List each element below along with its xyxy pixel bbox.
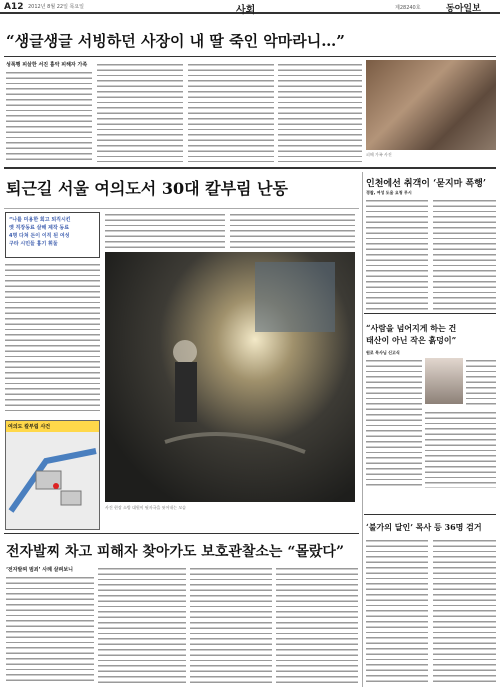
story4-subhead: 원로 목사님 신고식 [366, 350, 400, 355]
story4-headline-line-2: 태산이 아닌 작은 흙덩이” [366, 335, 457, 345]
story2-map [5, 420, 100, 530]
divider [4, 533, 359, 534]
deck-line: 4명 다쳐 돈이 이직 된 여성 [9, 233, 70, 239]
publication-date: 2012년 8월 22일 목요일 [28, 4, 85, 10]
story1-headline: “생글생글 서빙하던 사장이 내 딸 죽인 악마라니…” [6, 32, 345, 50]
story5-column-1 [366, 538, 428, 685]
map-title: 여의도 칼부림 사건 [6, 421, 99, 432]
story4-side-column [466, 358, 496, 406]
story6-column-1 [6, 575, 94, 685]
story1-photo-caption: 피해 가족 사진 [366, 152, 392, 157]
story3-column-2 [433, 198, 496, 310]
deck-line: 구타 시민들 흉기 휘둘 [9, 241, 58, 247]
story2-headline: 퇴근길 서울 여의도서 30대 칼부림 난동 [6, 179, 288, 198]
deck-line: 옛 직장동료 살해 제작 동료 [9, 225, 70, 231]
story1-column-1 [6, 70, 92, 162]
story5-headline: ‘불가의 달인’ 목사 등 36명 검거 [366, 522, 482, 532]
story3-subhead: 경찰, 여성 도움 요청 무시 [366, 190, 412, 195]
divider [364, 514, 496, 515]
story2-photo-caption: 사건 현장 소방 대원이 핏자국을 씻어내는 모습 [105, 505, 187, 510]
story4-column-1 [366, 358, 422, 488]
story2-photo [105, 252, 355, 502]
page-number: A12 [4, 2, 24, 12]
divider [4, 208, 359, 209]
story2-column-2 [105, 212, 225, 248]
story1-photo [366, 60, 496, 150]
story6-subhead: ‘전자발찌 범죄’ 사례 살펴보니 [6, 567, 73, 573]
divider [364, 313, 496, 314]
story2-column-1 [5, 262, 100, 414]
story4-portrait [425, 358, 463, 404]
newspaper-logo: 동아일보 [446, 4, 481, 14]
story3-column-1 [366, 198, 428, 310]
story2-deck-box [5, 212, 100, 258]
story3-headline: 인천에선 취객이 ‘묻지마 폭행’ [366, 179, 486, 189]
story6-column-3 [190, 566, 272, 685]
story2-column-3 [230, 212, 355, 248]
story1-column-2 [97, 62, 183, 162]
story6-column-2 [98, 566, 186, 685]
story1-subhead: 성폭행 피살한 서진 흉악 피해자 가족 [6, 62, 88, 68]
map-graphic [6, 431, 101, 531]
deck-line: “나를 미용한 회고 퇴직시킨 [9, 217, 71, 223]
issue-number: 제28240호 [395, 5, 421, 11]
photo-scene [105, 252, 355, 502]
story5-column-2 [433, 538, 496, 685]
column-divider [362, 172, 363, 687]
story4-column-2 [425, 410, 496, 488]
section-title: 사회 [236, 5, 256, 16]
divider [4, 56, 496, 57]
story1-column-3 [188, 62, 274, 162]
story6-headline: 전자발찌 차고 피해자 찾아가도 보호관찰소는 “몰랐다” [6, 544, 345, 560]
divider [4, 167, 496, 169]
story4-headline: “사람을 넘어지게 하는 건 [366, 323, 457, 333]
story1-column-4 [278, 62, 362, 162]
story6-column-4 [276, 566, 358, 685]
